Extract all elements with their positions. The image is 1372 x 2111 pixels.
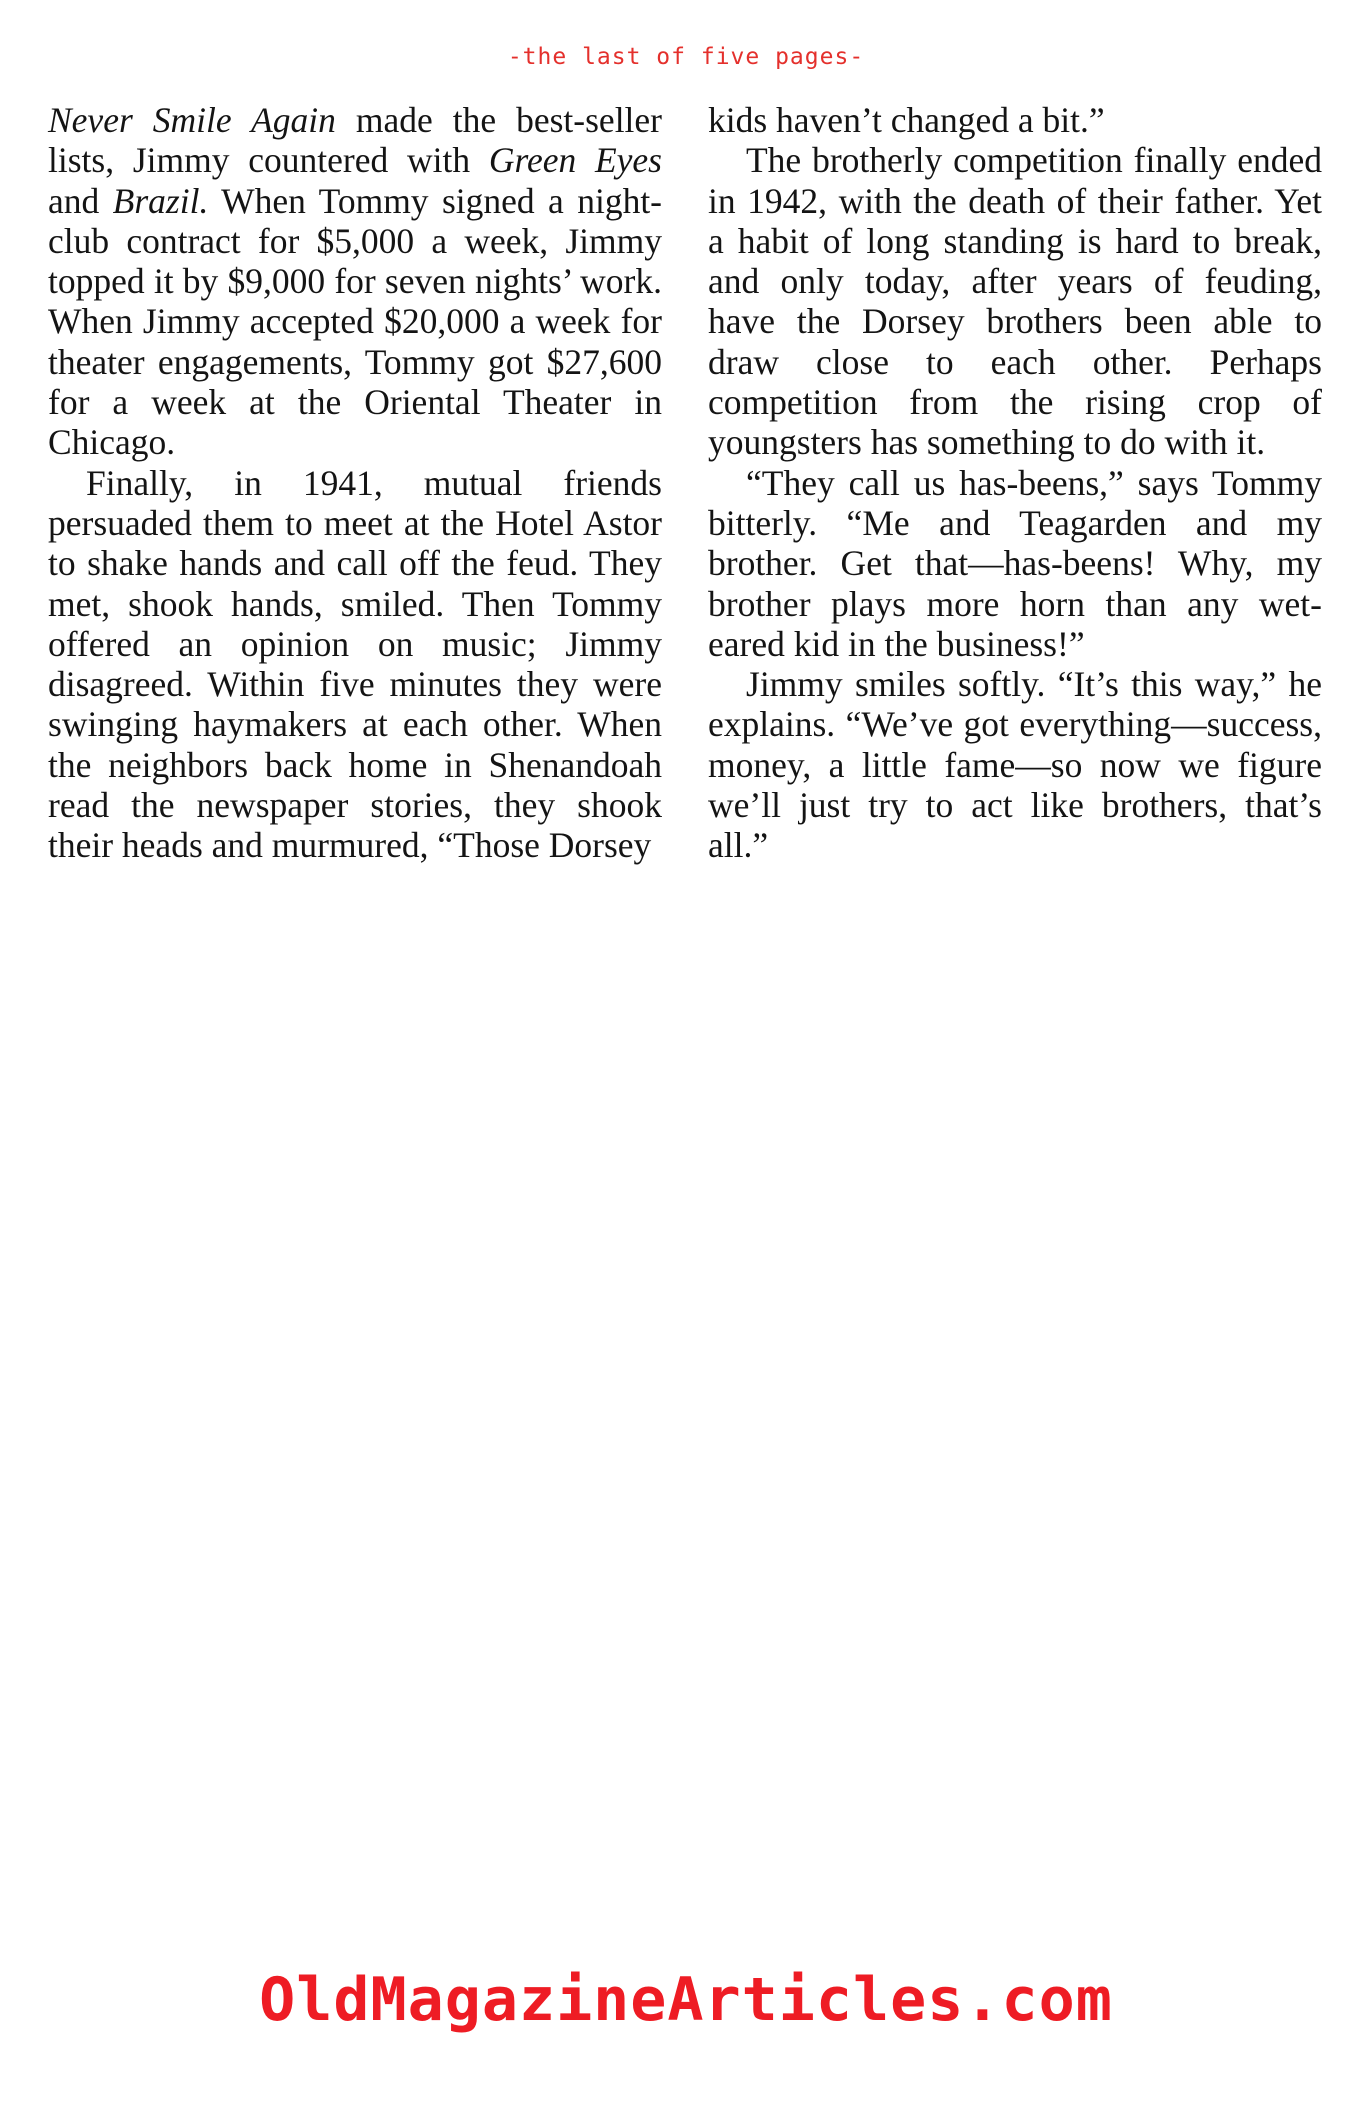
song-title-green-eyes: Green Eyes: [488, 140, 662, 181]
song-title-brazil: Brazil.: [112, 180, 209, 221]
right-paragraph-2: The brotherly competition finally ended in 1942, with the death of their father. Yet a habit of long standing is hard to break, and only today, after years of feuding, have the Dorsey brothers been able to draw close to each other. Perhaps competition from the rising crop of youngsters has something to do with it.: [708, 140, 1322, 463]
left-column: [48, 100, 662, 866]
left-paragraph-2: Finally, in 1941, mutual friends persuaded them to meet at the Hotel Astor to shake hands and call off the feud. They met, shook hands, smiled. Then Tommy offered an opinion on music; Jimmy disagreed. Within five minutes they were swinging haymakers at each other. When the neighbors back home in Shenandoah read the newspaper stories, they shook their heads and murmured, “Those Dorsey: [48, 462, 662, 866]
right-paragraph-1: kids haven’t changed a bit.”: [708, 100, 1105, 140]
right-paragraph-3: “They call us has-beens,” says Tommy bitterly. “Me and Teagarden and my brother. Get that—has-beens! Why, my brother plays more horn than any wet-eared kid in the business!”: [708, 462, 1322, 664]
right-column: [708, 100, 1322, 866]
left-paragraph-1: Never Smile Again made the best-seller lists, Jimmy countered with Green Eyes and Brazil. When Tommy signed a night-club contract for $5,000 a week, Jimmy topped it by $9,000 for seven nights’ work. When Jimmy accepted $20,000 a week for theater engagements, Tommy got $27,600 for a week at the Oriental Theater in Chicago.: [48, 100, 663, 463]
right-paragraph-4: Jimmy smiles softly. “It’s this way,” he explains. “We’ve got everything—success, money, a little fame—so now we figure we’ll just try to act like brothers, that’s all.”: [708, 664, 1322, 866]
site-watermark[interactable]: OldMagazineArticles.com: [259, 1965, 1113, 2035]
song-title-never-smile-again: Never Smile Again: [48, 100, 336, 140]
page-header-note: -the last of five pages-: [507, 44, 865, 70]
